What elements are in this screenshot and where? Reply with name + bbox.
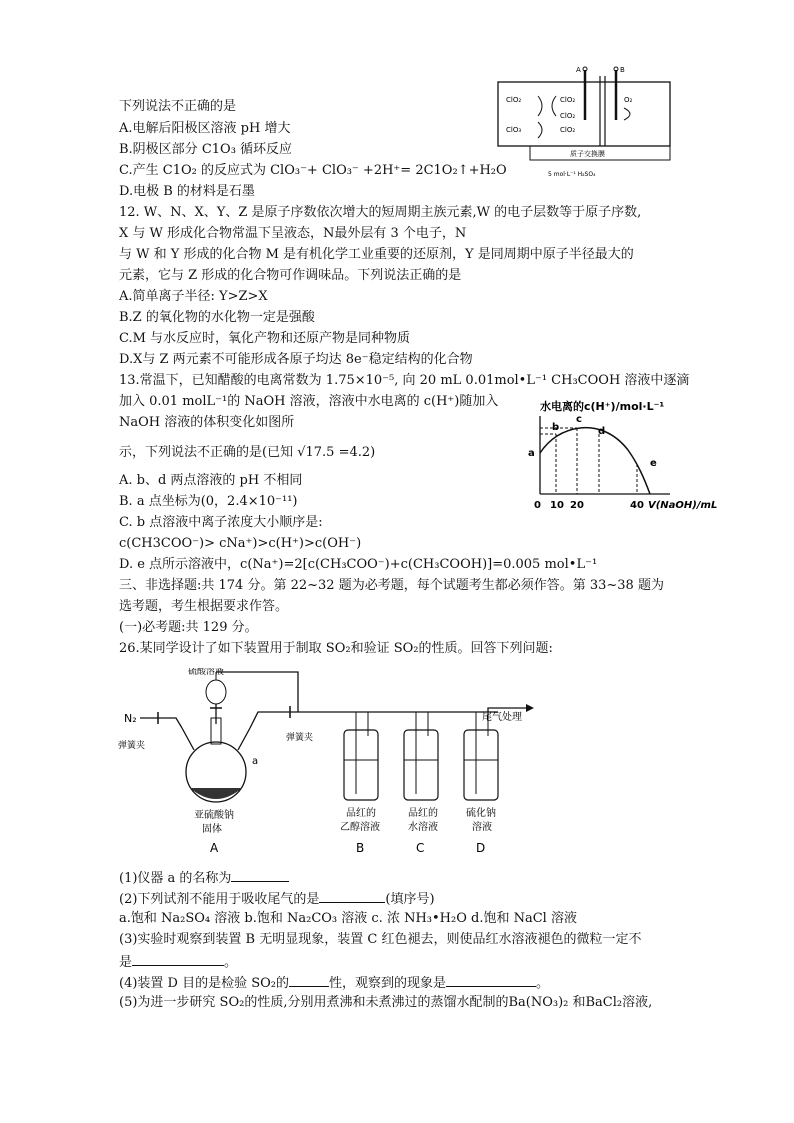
q12-option-a: A.简单离子半径: Y>Z>X — [119, 289, 268, 304]
q26-part3: (3)实验时观察到装置 B 无明显现象，装置 C 红色褪去，则使品红水溶液褪色的微粒一定不 — [119, 932, 642, 947]
tick-0: 0 — [534, 500, 541, 511]
electrode-b-label: B — [620, 66, 625, 74]
q12-option-c: C.M 与水反应时，氧化产物和还原产物是同种物质 — [119, 331, 411, 346]
tick-20: 20 — [570, 500, 584, 511]
q11-option-b: B.阴极区部分 C1O₃ 循环反应 — [119, 142, 293, 157]
section3-line-2: 选考题，考生根据要求作答。 — [119, 599, 289, 614]
point-d-label: d — [598, 426, 606, 437]
answer-blank-5[interactable] — [446, 974, 536, 987]
separatory-funnel — [206, 680, 226, 704]
q12-option-d: D.X与 Z 两元素不可能形成各原子均达 8e⁻稳定结构的化合物 — [119, 352, 473, 367]
acid-label: 硫酸溶液 — [188, 668, 225, 677]
q11-option-d: D.电极 B 的材料是石墨 — [119, 184, 255, 199]
bottle-c — [404, 712, 438, 800]
q13-option-b: B. a 点坐标为(0，2.4×10⁻¹¹) — [119, 494, 298, 509]
bottle-d-label-1: 硫化钠 — [466, 808, 496, 819]
q13-option-c-order: c(CH3COO⁻)> cNa⁺)>c(H⁺)>c(OH⁻) — [119, 536, 362, 551]
q26-part5: (5)为进一步研究 SO₂的性质,分别用煮沸和未煮沸过的蒸馏水配制的Ba(NO₃)₂ 和BaCl₂溶液, — [119, 995, 653, 1010]
section3-line-1: 三、非选择题:共 174 分。第 22~32 题为必考题，每个试题考生都必须作答。第 33~38 题为 — [119, 578, 664, 593]
electrode-a-label: A — [576, 66, 581, 74]
q11-stem: 下列说法不正确的是 — [119, 99, 237, 114]
tick-10: 10 — [550, 500, 564, 511]
bottle-d — [464, 712, 498, 800]
q13-line-1: 13.常温下，已知醋酸的电离常数为 1.75×10⁻⁵, 向 20 mL 0.01mol•L⁻¹ CH₃COOH 溶液中逐滴 — [119, 373, 690, 388]
label-A: A — [210, 841, 219, 855]
label-C: C — [416, 841, 425, 855]
q13-line-3: NaOH 溶液的体积变化如图所 — [119, 415, 295, 430]
clip-right-label: 弹簧夹 — [286, 733, 314, 743]
bottle-b — [344, 712, 378, 800]
q26-part2: (2)下列试剂不能用于吸收尾气的是 (填序号) — [119, 892, 435, 907]
q13-line-2: 加入 0.01 molL⁻¹的 NaOH 溶液，溶液中水电离的 c(H⁺)随加入 — [119, 394, 499, 409]
bottle-b-label-2: 乙醇溶液 — [340, 822, 380, 833]
q26-part4: (4)装置 D 目的是检验 SO₂的 性，观察到的现象是 。 — [119, 976, 550, 991]
point-a-label: a — [528, 448, 535, 459]
q12-line-2: X 与 W 形成化合物常温下呈液态，N最外层有 3 个电子，N — [119, 226, 467, 241]
electrolyte-label: 5 mol·L⁻¹ H₂SO₄ — [548, 171, 596, 178]
clo2-label-1: ClO₂ — [506, 96, 522, 104]
q26-part3-line2: 是 。 — [119, 955, 238, 970]
answer-blank-4[interactable] — [289, 974, 329, 987]
bottle-c-label-1: 品红的 — [408, 808, 438, 819]
clo3-label: ClO₃ — [506, 126, 522, 134]
answer-blank-1[interactable] — [231, 869, 289, 882]
so2-apparatus-diagram — [118, 668, 588, 864]
q12-option-b: B.Z 的氧化物的水化物一定是强酸 — [119, 310, 315, 325]
electrolysis-cell-diagram — [490, 62, 685, 180]
section3-line-3: (一)必考题:共 129 分。 — [119, 620, 258, 635]
point-c-label: c — [576, 414, 582, 425]
clo2-label-2: ClO₂ — [560, 96, 576, 104]
water-ionization-graph — [520, 394, 720, 516]
label-a: a — [252, 756, 259, 767]
q11-option-c: C.产生 C1O₂ 的反应式为 ClO₃⁻+ ClO₃⁻ +2H⁺= 2C1O₂↑+H₂O — [119, 163, 507, 178]
q12-line-3: 与 W 和 Y 形成的化合物 M 是有机化学工业重要的还原剂，Y 是同周期中原子半径最大的 — [119, 247, 634, 262]
q13-line-4: 示，下列说法不正确的是(已知 √17.5 =4.2) — [119, 445, 376, 460]
o2-label: O₂ — [624, 96, 633, 104]
q26-part2-options: a.饱和 Na₂SO₄ 溶液 b.饱和 Na₂CO₃ 溶液 c. 浓 NH₃•H₂O d.饱和 NaCl 溶液 — [119, 911, 577, 926]
membrane-label: 质子交换膜 — [570, 150, 605, 158]
bottle-b-label-1: 品红的 — [346, 808, 376, 819]
clo2-label-3: ClO₂ — [560, 112, 576, 120]
q13-option-d: D. e 点所示溶液中，c(Na⁺)=2[c(CH₃COO⁻)+c(CH₃COOH)]=0.005 mol•L⁻¹ — [119, 557, 598, 572]
q12-line-4: 元素，它与 Z 形成的化合物可作调味品。下列说法正确的是 — [119, 268, 462, 283]
point-e-label: e — [650, 458, 657, 469]
flask-label-1: 亚硫酸钠 — [194, 810, 234, 821]
n2-label: N₂ — [124, 712, 137, 725]
q13-option-c: C. b 点溶液中离子浓度大小顺序是: — [119, 515, 323, 530]
label-B: B — [356, 841, 365, 855]
q12-line-1: 12. W、N、X、Y、Z 是原子序数依次增大的短周期主族元素,W 的电子层数等于原子序数, — [119, 205, 642, 220]
bottle-c-label-2: 水溶液 — [408, 822, 438, 833]
answer-blank-3[interactable] — [132, 953, 224, 966]
q13-option-a: A. b、d 两点溶液的 pH 不相同 — [119, 473, 303, 488]
q26-stem: 26.某同学设计了如下装置用于制取 SO₂和验证 SO₂的性质。回答下列问题: — [119, 641, 553, 656]
tail-label: 尾气处理 — [482, 712, 522, 723]
point-b-label: b — [552, 422, 560, 433]
graph-ylabel: 水电离的c(H⁺)/mol·L⁻¹ — [540, 400, 665, 413]
clo2-minus-label: ClO₂ — [560, 126, 576, 134]
q11-option-a: A.电解后阳极区溶液 pH 增大 — [119, 121, 291, 136]
q26-part1: (1)仪器 a 的名称为 — [119, 869, 289, 887]
label-D: D — [476, 841, 486, 855]
flask-label-2: 固体 — [202, 824, 222, 835]
answer-blank-2[interactable] — [319, 890, 385, 903]
graph-xlabel: V(NaOH)/mL — [648, 500, 718, 511]
tail-arrow — [526, 704, 534, 712]
tick-40: 40 — [630, 500, 644, 511]
bottle-d-label-2: 溶液 — [472, 822, 492, 833]
clip-left-label: 弹簧夹 — [118, 741, 146, 751]
